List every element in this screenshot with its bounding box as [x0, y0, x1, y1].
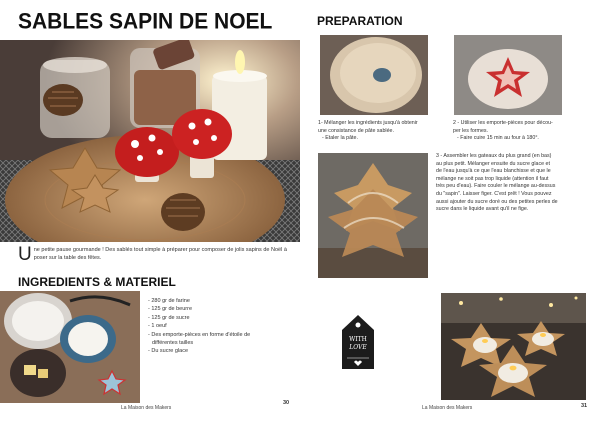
ingredient-item: - Des emporte-pièces en forme d'étoile de [148, 331, 251, 338]
tag-text-with: WITH [349, 336, 367, 343]
intro-text: ne petite pause gourmande ! Des sablés tout simple à préparer pour composer de jolis sapins de Noël à poser sur la table des fêtes. [33, 247, 287, 261]
step3-line: 3 - Assembler les gateaux du plus grand (en bas) [436, 153, 552, 159]
intro-paragraph [18, 246, 290, 263]
step3-line: très peu d'eau). Faire couler le mélange au-dessus [436, 183, 556, 190]
ingredient-item: - 1 oeuf [148, 323, 167, 330]
step1-line: - Etaler la pâte. [322, 135, 358, 142]
step3-line: au plus petit. Mélanger ensuite du sucre glace et [436, 160, 550, 167]
ingredient-item: différentes tailles [152, 340, 194, 347]
ingredients-heading: INGREDIENTS & MATERIEL [18, 275, 176, 289]
step3-photo [318, 153, 428, 278]
ingredient-item: - 125 gr de beurre [148, 306, 193, 313]
step3-line: sucre dans le liquide avant qu'il ne fige. [436, 206, 529, 213]
step3-line: du "sapin". Laisser figer. C'est prêt ! Vous pouvez [436, 190, 552, 197]
with-love-tag [341, 314, 375, 370]
left-page-number: 30 [283, 400, 290, 406]
step3-text [436, 153, 586, 214]
ingredient-item: - 125 gr de sucre [148, 314, 190, 321]
ingredients-photo [0, 291, 140, 403]
step2-line: 2 - Utiliser les emporte-pièces pour décou- [453, 120, 553, 126]
ingredient-item: - 280 gr de farine [148, 298, 190, 304]
step3-line: mélange ne soit pas trop liquide (attention il faut [436, 175, 549, 182]
right-footer: La Maison des Makers [422, 405, 473, 411]
left-footer: La Maison des Makers [121, 405, 172, 411]
intro-dropcap: U [18, 244, 32, 265]
candles-photo [441, 293, 586, 400]
right-page-number: 31 [581, 403, 588, 409]
step2-line: - Faire cuire 15 min au four à 180°. [457, 135, 539, 142]
step2-line: per les formes. [453, 127, 489, 134]
step1-line: une consistance de pâte sablée. [318, 127, 394, 134]
step1-line: 1- Mélanger les ingrédients jusqu'à obtenir [318, 120, 418, 126]
tag-text-love: LOVE [349, 344, 367, 351]
step1-photo [320, 35, 428, 115]
ingredient-item: - Du sucre glace [148, 348, 189, 355]
step2-text [453, 120, 583, 143]
step1-text [318, 120, 448, 143]
step3-line: de l'eau jusqu'à ce que l'eau blanchisse et que le [436, 168, 551, 175]
ingredients-list [148, 297, 288, 356]
preparation-heading: PREPARATION [317, 14, 403, 28]
hero-photo [0, 40, 300, 242]
step3-line: aussi ajouter du sucre doré ou des petites perles de [436, 198, 558, 205]
page-title: SABLES SAPIN DE NOEL [18, 9, 273, 34]
step2-photo [454, 35, 562, 115]
